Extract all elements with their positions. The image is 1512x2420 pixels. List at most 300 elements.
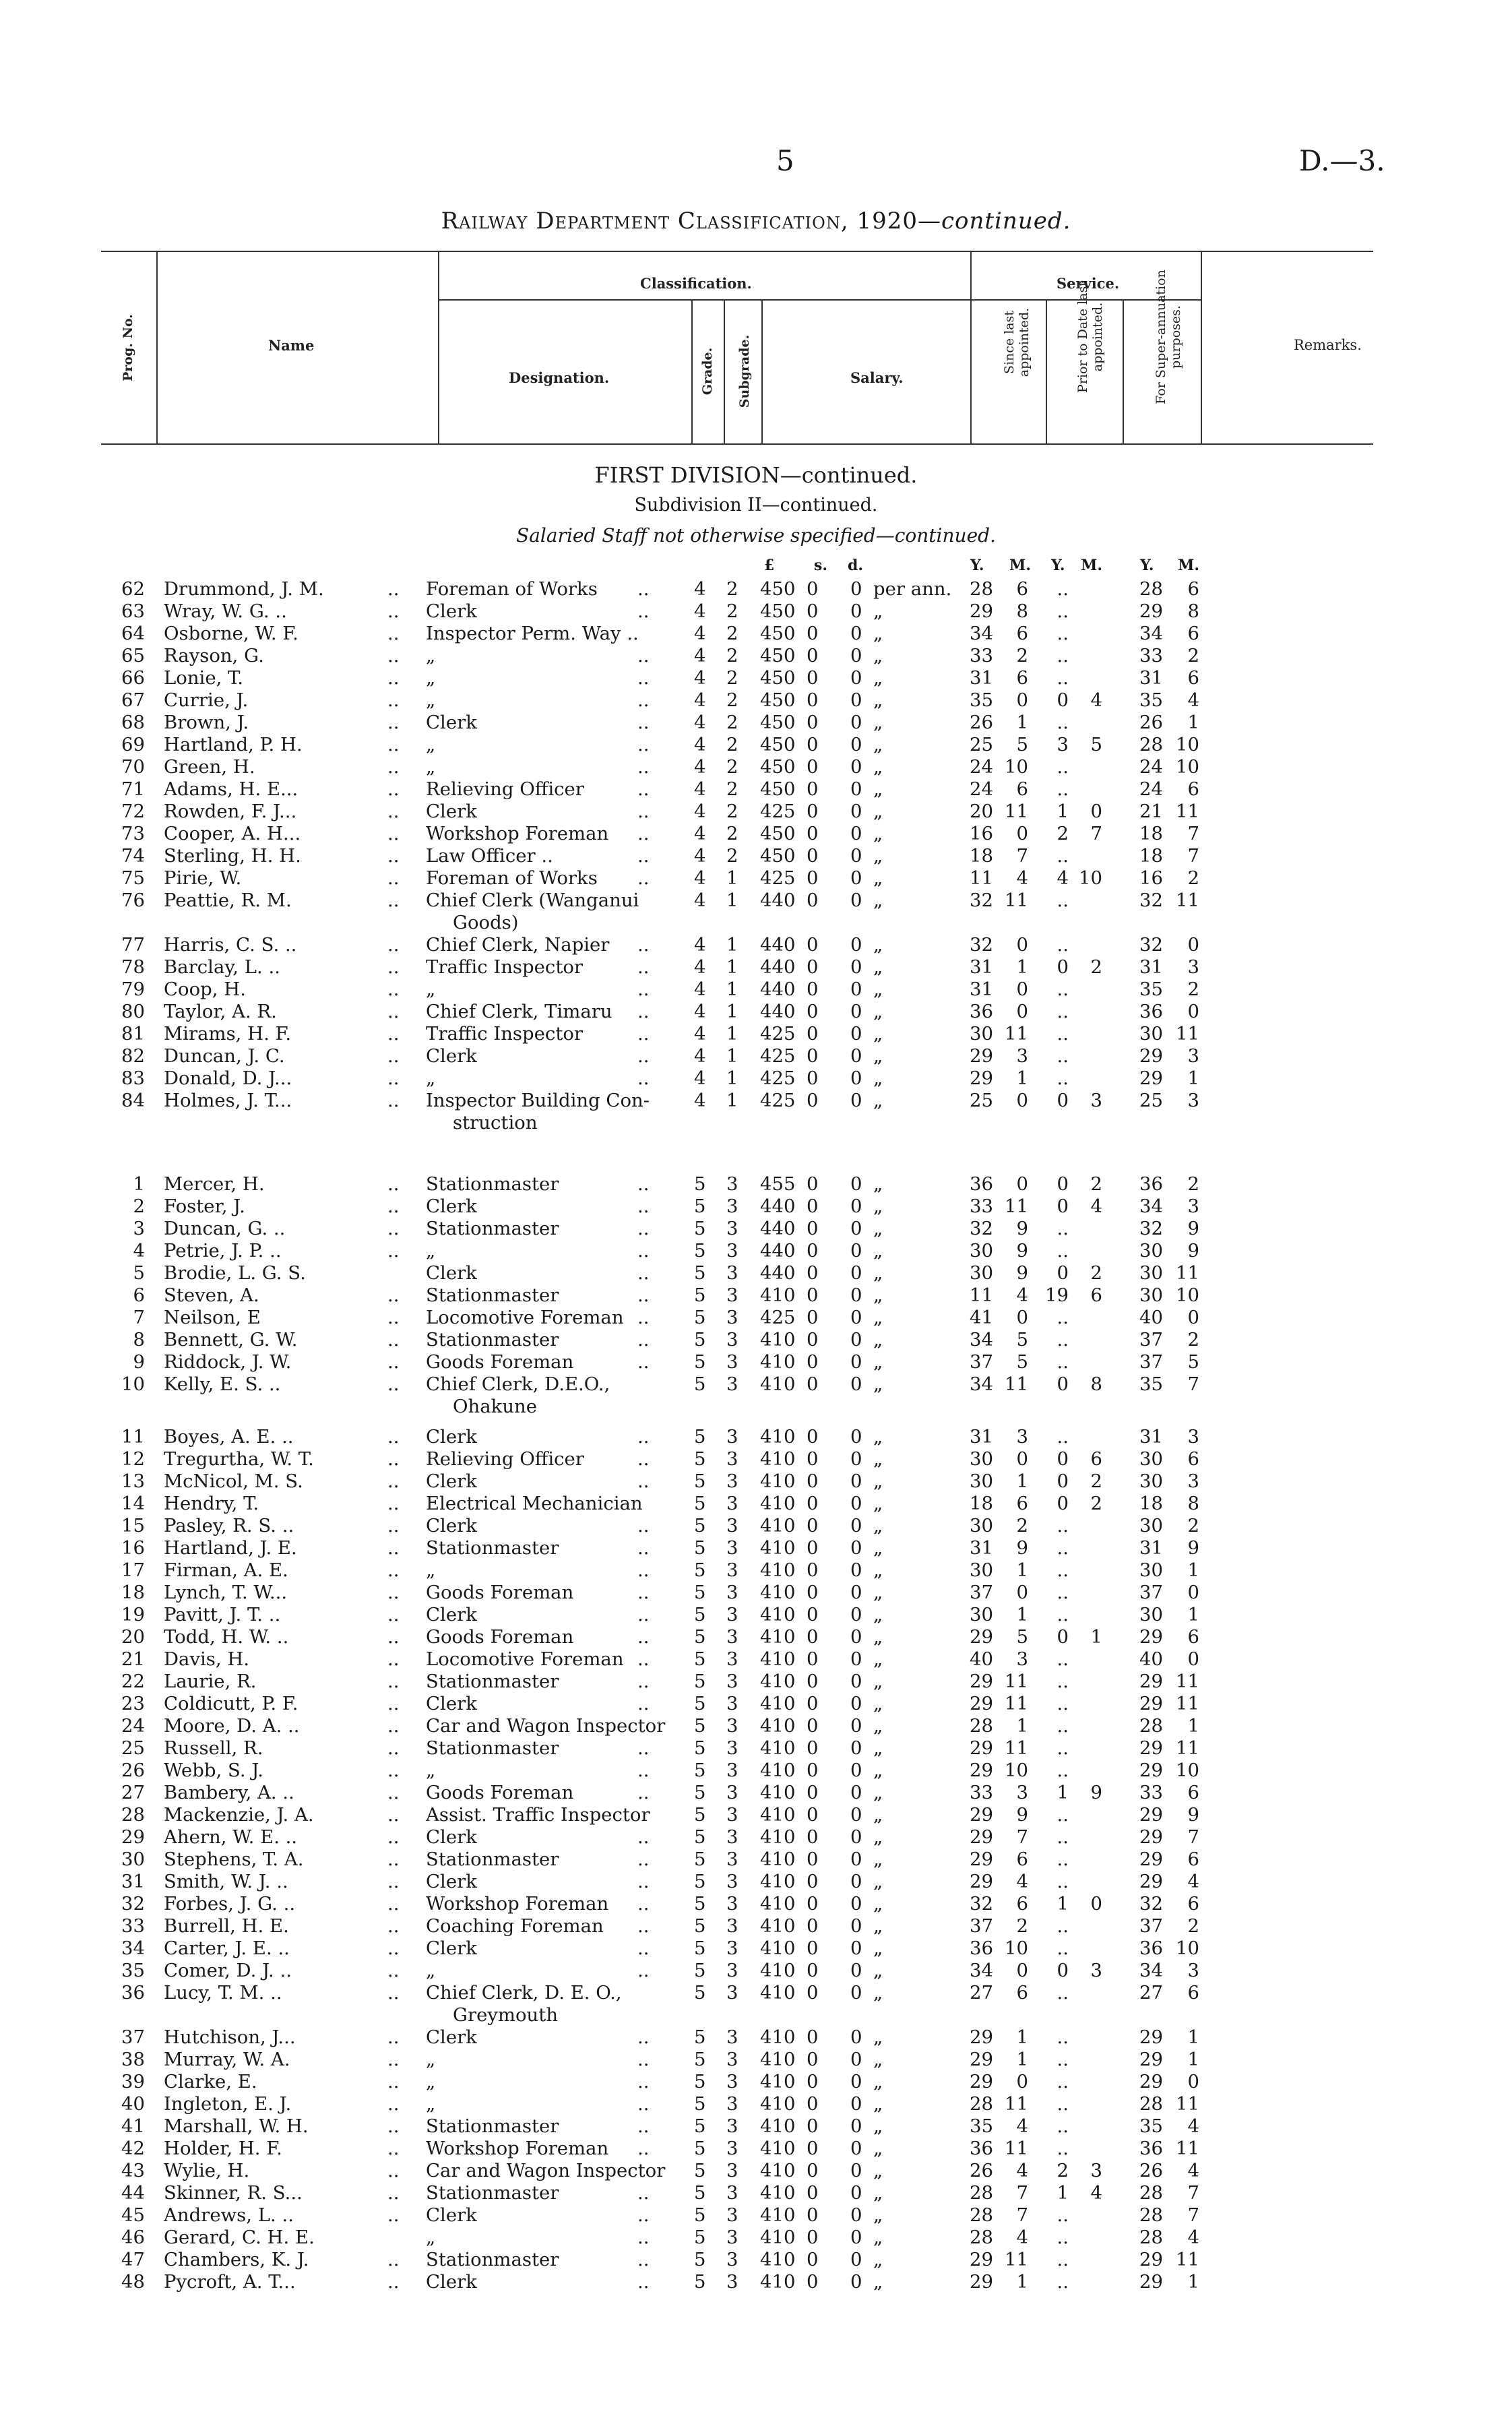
superannuation-months: 10 — [1176, 1937, 1199, 1959]
service-since-months: 3 — [1016, 1648, 1028, 1670]
staff-name: Davis, H. — [164, 1648, 250, 1670]
salary-pence: 0 — [850, 1671, 862, 1692]
table-row — [0, 1648, 1512, 1671]
leader-dots: .. — [387, 1173, 400, 1195]
prog-number: 82 — [121, 1045, 145, 1067]
salary-pounds: 440 — [760, 979, 796, 1000]
salary-period: „ — [873, 1893, 883, 1915]
leader-dots: .. — [387, 1493, 400, 1514]
service-prior-years: .. — [1057, 1760, 1069, 1781]
salary-pence: 0 — [850, 600, 862, 622]
service-prior-months: 4 — [1090, 2182, 1102, 2204]
salary-period: „ — [873, 1001, 883, 1022]
service-since-months: 11 — [1005, 1693, 1028, 1714]
service-prior-years: .. — [1057, 1715, 1069, 1737]
leader-dots: .. — [387, 734, 400, 755]
superannuation-years: 28 — [1139, 578, 1163, 600]
salary-pence: 0 — [850, 934, 862, 956]
grade: 5 — [694, 1604, 706, 1625]
service-since-years: 26 — [970, 712, 993, 733]
salary-pence: 0 — [850, 2204, 862, 2226]
designation-continued: Goods) — [453, 912, 519, 933]
superannuation-years: 37 — [1139, 1329, 1163, 1351]
staff-name: Riddock, J. W. — [164, 1351, 292, 1373]
prog-number: 66 — [121, 667, 145, 689]
salary-pounds: 450 — [760, 645, 796, 666]
salary-shillings: 0 — [807, 2138, 819, 2159]
staff-name: Clarke, E. — [164, 2071, 257, 2092]
grade: 4 — [694, 979, 706, 1000]
superannuation-months: 6 — [1187, 667, 1199, 689]
service-since-months: 6 — [1016, 1982, 1028, 2004]
salary-shillings: 0 — [807, 2093, 819, 2115]
salary-shillings: 0 — [807, 1373, 819, 1395]
service-prior-years: .. — [1057, 1648, 1069, 1670]
superannuation-months: 4 — [1187, 2115, 1199, 2137]
grade: 4 — [694, 689, 706, 711]
subgrade: 1 — [726, 979, 738, 1000]
subgrade: 3 — [726, 2093, 738, 2115]
salary-shillings: 0 — [807, 934, 819, 956]
grade: 5 — [694, 1804, 706, 1826]
service-since-months: 11 — [1005, 2249, 1028, 2270]
service-since-months: 6 — [1016, 778, 1028, 800]
service-prior-years: .. — [1057, 1826, 1069, 1848]
salary-period: „ — [873, 1937, 883, 1959]
designation: Workshop Foreman — [426, 823, 609, 844]
superannuation-months: 3 — [1187, 1196, 1199, 1217]
grade: 5 — [694, 1782, 706, 1803]
staff-name: Rowden, F. J... — [164, 801, 297, 822]
salary-period: „ — [873, 1329, 883, 1351]
salary-pence: 0 — [850, 845, 862, 867]
salary-pence: 0 — [850, 1760, 862, 1781]
designation: Foreman of Works — [426, 578, 598, 600]
staff-name: Coldicutt, P. F. — [164, 1693, 298, 1714]
service-since-months: 7 — [1016, 2204, 1028, 2226]
service-prior-years: .. — [1057, 1307, 1069, 1328]
salary-pence: 0 — [850, 1196, 862, 1217]
leader-dots: .. — [387, 623, 400, 644]
superannuation-years: 26 — [1139, 712, 1163, 733]
salary-pence: 0 — [850, 1915, 862, 1937]
superannuation-years: 33 — [1139, 645, 1163, 666]
service-prior-years: 0 — [1057, 1196, 1069, 1217]
superannuation-years: 16 — [1139, 867, 1163, 889]
service-since-months: 3 — [1016, 1782, 1028, 1803]
salary-pence: 0 — [850, 1001, 862, 1022]
superannuation-months: 6 — [1187, 1626, 1199, 1648]
salary-shillings: 0 — [807, 1515, 819, 1537]
staff-name: Mackenzie, J. A. — [164, 1804, 314, 1826]
staff-name: Duncan, G. .. — [164, 1218, 286, 1239]
salary-period: „ — [873, 2160, 883, 2181]
leader-dots: .. — [387, 1218, 400, 1239]
leader-dots: .. — [387, 1604, 400, 1625]
salary-pence: 0 — [850, 1871, 862, 1892]
salary-pounds: 410 — [760, 1737, 796, 1759]
page-number: 5 — [776, 144, 794, 177]
service-since-years: 30 — [970, 1262, 993, 1284]
service-since-months: 9 — [1016, 1537, 1028, 1559]
table-row — [0, 1196, 1512, 1218]
leader-dots: .. — [387, 1373, 400, 1395]
leader-dots: .. — [637, 801, 650, 822]
subgrade: 3 — [726, 1173, 738, 1195]
service-prior-years: 0 — [1057, 1960, 1069, 1981]
salary-period: „ — [873, 2204, 883, 2226]
superannuation-years: 29 — [1139, 1626, 1163, 1648]
salary-pounds: 410 — [760, 1426, 796, 1448]
service-since-months: 8 — [1016, 600, 1028, 622]
service-prior-months: 2 — [1090, 1470, 1102, 1492]
salary-pence: 0 — [850, 1262, 862, 1284]
superannuation-months: 4 — [1187, 689, 1199, 711]
leader-dots: .. — [387, 1426, 400, 1448]
table-row — [0, 1284, 1512, 1307]
service-prior-months: 1 — [1090, 1626, 1102, 1648]
prog-number: 72 — [121, 801, 145, 822]
salary-pounds: 410 — [760, 1329, 796, 1351]
service-since-years: 30 — [970, 1604, 993, 1625]
service-prior-years: .. — [1057, 1351, 1069, 1373]
salary-pence: 0 — [850, 1826, 862, 1848]
prog-number: 18 — [121, 1582, 145, 1603]
leader-dots: .. — [637, 2093, 650, 2115]
subgrade: 2 — [726, 756, 738, 778]
subgrade: 3 — [726, 1218, 738, 1239]
salary-pounds: 410 — [760, 2071, 796, 2092]
salary-period: „ — [873, 1715, 883, 1737]
leader-dots: .. — [387, 890, 400, 911]
table-row — [0, 778, 1512, 801]
prog-number: 21 — [121, 1648, 145, 1670]
service-since-years: 31 — [970, 979, 993, 1000]
salary-period: „ — [873, 979, 883, 1000]
header-subgrade: Subgrade. — [737, 334, 752, 408]
table-row — [0, 1218, 1512, 1240]
col-rule — [724, 299, 725, 443]
prog-number: 2 — [133, 1196, 145, 1217]
service-since-years: 29 — [970, 1760, 993, 1781]
salary-pounds: 440 — [760, 890, 796, 911]
salary-shillings: 0 — [807, 1001, 819, 1022]
salary-pounds: 450 — [760, 756, 796, 778]
leader-dots: .. — [637, 2271, 650, 2293]
table-row — [0, 1448, 1512, 1470]
service-since-months: 2 — [1016, 645, 1028, 666]
grade: 4 — [694, 778, 706, 800]
subgrade: 3 — [726, 2049, 738, 2070]
header-prog-no: Prog. No. — [121, 314, 135, 381]
grade: 4 — [694, 667, 706, 689]
prog-number: 14 — [121, 1493, 145, 1514]
leader-dots: .. — [637, 1849, 650, 1870]
service-since-months: 2 — [1016, 1515, 1028, 1537]
superannuation-years: 32 — [1139, 1893, 1163, 1915]
leader-dots: .. — [637, 1582, 650, 1603]
grade: 5 — [694, 1307, 706, 1328]
superannuation-years: 30 — [1139, 1604, 1163, 1625]
salary-period: „ — [873, 1493, 883, 1514]
salary-pounds: 410 — [760, 2093, 796, 2115]
service-since-years: 31 — [970, 1537, 993, 1559]
unit-years: Y. — [970, 557, 984, 574]
table-row — [0, 1307, 1512, 1329]
service-since-months: 5 — [1016, 1329, 1028, 1351]
prog-number: 8 — [133, 1329, 145, 1351]
unit-shillings: s. — [814, 557, 828, 574]
superannuation-years: 18 — [1139, 823, 1163, 844]
designation: Clerk — [426, 1470, 477, 1492]
table-row — [0, 1090, 1512, 1134]
salary-pence: 0 — [850, 1067, 862, 1089]
service-since-years: 28 — [970, 578, 993, 600]
service-prior-years: .. — [1057, 1737, 1069, 1759]
designation: Inspector Perm. Way .. — [426, 623, 639, 644]
salary-period: „ — [873, 2182, 883, 2204]
designation: „ — [426, 667, 436, 689]
staff-name: Lonie, T. — [164, 667, 244, 689]
service-since-years: 36 — [970, 1001, 993, 1022]
service-prior-years: .. — [1057, 2249, 1069, 2270]
salary-period: „ — [873, 712, 883, 733]
header-rule-bottom — [101, 443, 1373, 445]
salary-pounds: 410 — [760, 1960, 796, 1981]
service-prior-years: .. — [1057, 934, 1069, 956]
staff-name: Pavitt, J. T. .. — [164, 1604, 281, 1625]
header-service: Service. — [1057, 275, 1120, 292]
leader-dots: .. — [637, 1737, 650, 1759]
leader-dots: .. — [637, 600, 650, 622]
salary-period: „ — [873, 823, 883, 844]
designation: Clerk — [426, 2026, 477, 2048]
leader-dots: .. — [637, 1515, 650, 1537]
grade: 4 — [694, 712, 706, 733]
salary-period: „ — [873, 1448, 883, 1470]
table-row — [0, 2227, 1512, 2249]
leader-dots: .. — [387, 1196, 400, 1217]
col-rule — [761, 299, 763, 443]
table-row — [0, 2071, 1512, 2093]
service-since-years: 18 — [970, 1493, 993, 1514]
salary-period: „ — [873, 1849, 883, 1870]
service-since-months: 1 — [1016, 2049, 1028, 2070]
salary-pounds: 440 — [760, 1262, 796, 1284]
staff-name: Hutchison, J... — [164, 2026, 296, 2048]
staff-name: Lynch, T. W... — [164, 1582, 288, 1603]
leader-dots: .. — [637, 1262, 650, 1284]
service-prior-years: .. — [1057, 2227, 1069, 2248]
salary-pence: 0 — [850, 2160, 862, 2181]
subgrade: 3 — [726, 1937, 738, 1959]
salary-shillings: 0 — [807, 1262, 819, 1284]
staff-name: Skinner, R. S... — [164, 2182, 303, 2204]
prog-number: 83 — [121, 1067, 145, 1089]
table-row — [0, 2249, 1512, 2271]
service-prior-years: .. — [1057, 1515, 1069, 1537]
prog-number: 76 — [121, 890, 145, 911]
service-since-months: 4 — [1016, 1871, 1028, 1892]
salary-period: „ — [873, 1782, 883, 1803]
prog-number: 69 — [121, 734, 145, 755]
salary-pounds: 410 — [760, 1893, 796, 1915]
staff-name: Lucy, T. M. .. — [164, 1982, 282, 2004]
designation: Clerk — [426, 1426, 477, 1448]
unit-months: M. — [1178, 557, 1200, 574]
salary-pounds: 410 — [760, 1626, 796, 1648]
table-row — [0, 1045, 1512, 1067]
superannuation-months: 8 — [1187, 1493, 1199, 1514]
staff-name: Mercer, H. — [164, 1173, 265, 1195]
service-since-years: 31 — [970, 1426, 993, 1448]
service-prior-years: 0 — [1057, 1373, 1069, 1395]
table-row — [0, 1915, 1512, 1937]
grade: 5 — [694, 1626, 706, 1648]
designation: Foreman of Works — [426, 867, 598, 889]
designation: Stationmaster — [426, 1849, 559, 1870]
grade: 5 — [694, 2227, 706, 2248]
service-since-years: 29 — [970, 1626, 993, 1648]
subgrade: 2 — [726, 823, 738, 844]
table-row — [0, 2026, 1512, 2049]
leader-dots: .. — [387, 1582, 400, 1603]
table-row — [0, 1849, 1512, 1871]
staff-name: Pasley, R. S. .. — [164, 1515, 294, 1537]
superannuation-months: 7 — [1187, 2182, 1199, 2204]
salary-pence: 0 — [850, 2115, 862, 2137]
designation: „ — [426, 734, 436, 755]
table-row — [0, 1373, 1512, 1418]
leader-dots: .. — [387, 2115, 400, 2137]
staff-name: Harris, C. S. .. — [164, 934, 297, 956]
leader-dots: .. — [387, 2204, 400, 2226]
salary-pence: 0 — [850, 1470, 862, 1492]
designation: Inspector Building Con- — [426, 1090, 650, 1111]
superannuation-years: 29 — [1139, 2071, 1163, 2092]
superannuation-months: 4 — [1187, 2160, 1199, 2181]
salary-shillings: 0 — [807, 1671, 819, 1692]
table-row — [0, 801, 1512, 823]
staff-name: Cooper, A. H... — [164, 823, 301, 844]
leader-dots: .. — [637, 1470, 650, 1492]
service-since-years: 31 — [970, 667, 993, 689]
leader-dots: .. — [387, 1871, 400, 1892]
leader-dots: .. — [387, 1307, 400, 1328]
designation: Traffic Inspector — [426, 956, 584, 978]
salary-period: „ — [873, 2026, 883, 2048]
designation: „ — [426, 1240, 436, 1262]
service-since-years: 29 — [970, 1871, 993, 1892]
service-since-years: 29 — [970, 2249, 993, 2270]
service-prior-years: .. — [1057, 1937, 1069, 1959]
staff-name: Barclay, L. .. — [164, 956, 280, 978]
service-since-months: 0 — [1016, 979, 1028, 1000]
service-since-years: 34 — [970, 1960, 993, 1981]
designation: Workshop Foreman — [426, 1893, 609, 1915]
superannuation-years: 35 — [1139, 2115, 1163, 2137]
superannuation-years: 29 — [1139, 1760, 1163, 1781]
service-since-years: 29 — [970, 1067, 993, 1089]
superannuation-years: 26 — [1139, 2160, 1163, 2181]
staff-heading: Salaried Staff not otherwise specified—continued. — [516, 524, 996, 547]
superannuation-years: 29 — [1139, 2026, 1163, 2048]
designation-continued: Greymouth — [453, 2004, 559, 2026]
staff-name: Bennett, G. W. — [164, 1329, 298, 1351]
grade: 4 — [694, 734, 706, 755]
table-row — [0, 2182, 1512, 2204]
designation: Goods Foreman — [426, 1626, 574, 1648]
superannuation-months: 9 — [1187, 1537, 1199, 1559]
subgrade: 1 — [726, 956, 738, 978]
designation: „ — [426, 645, 436, 666]
header-rule-top — [101, 251, 1373, 252]
leader-dots: .. — [387, 1737, 400, 1759]
salary-period: „ — [873, 1426, 883, 1448]
superannuation-years: 31 — [1139, 1426, 1163, 1448]
col-rule — [156, 251, 158, 443]
salary-pounds: 440 — [760, 956, 796, 978]
designation: Chief Clerk, Napier — [426, 934, 610, 956]
header-salary: Salary. — [850, 369, 904, 386]
subgrade: 2 — [726, 778, 738, 800]
superannuation-years: 28 — [1139, 2093, 1163, 2115]
leader-dots: .. — [637, 867, 650, 889]
service-since-years: 25 — [970, 734, 993, 755]
table-row — [0, 1559, 1512, 1582]
superannuation-months: 2 — [1187, 867, 1199, 889]
service-prior-years: .. — [1057, 1218, 1069, 1239]
staff-name: Green, H. — [164, 756, 255, 778]
salary-period: „ — [873, 645, 883, 666]
salary-pence: 0 — [850, 1284, 862, 1306]
leader-dots: .. — [387, 756, 400, 778]
table-row — [0, 1982, 1512, 2026]
staff-name: Duncan, J. C. — [164, 1045, 285, 1067]
service-prior-years: 1 — [1057, 2182, 1069, 2204]
staff-name: Adams, H. E... — [164, 778, 298, 800]
grade: 5 — [694, 2026, 706, 2048]
subgrade: 3 — [726, 2227, 738, 2248]
service-prior-months: 6 — [1090, 1284, 1102, 1306]
salary-shillings: 0 — [807, 1737, 819, 1759]
salary-period: „ — [873, 2227, 883, 2248]
designation: Stationmaster — [426, 1173, 559, 1195]
service-prior-months: 2 — [1090, 1262, 1102, 1284]
grade: 5 — [694, 2049, 706, 2070]
superannuation-years: 30 — [1139, 1470, 1163, 1492]
grade: 5 — [694, 2271, 706, 2293]
prog-number: 17 — [121, 1559, 145, 1581]
superannuation-years: 35 — [1139, 689, 1163, 711]
staff-name: Todd, H. W. .. — [164, 1626, 289, 1648]
service-since-years: 29 — [970, 1671, 993, 1692]
staff-name: Marshall, W. H. — [164, 2115, 309, 2137]
grade: 4 — [694, 956, 706, 978]
salary-pence: 0 — [850, 1045, 862, 1067]
superannuation-months: 0 — [1187, 1307, 1199, 1328]
staff-name: Andrews, L. .. — [164, 2204, 294, 2226]
subgrade: 3 — [726, 1671, 738, 1692]
superannuation-years: 28 — [1139, 1715, 1163, 1737]
leader-dots: .. — [637, 823, 650, 844]
service-since-years: 28 — [970, 2204, 993, 2226]
superannuation-years: 36 — [1139, 1001, 1163, 1022]
superannuation-months: 10 — [1176, 756, 1199, 778]
staff-name: Comer, D. J. .. — [164, 1960, 292, 1981]
service-since-months: 6 — [1016, 667, 1028, 689]
service-since-months: 0 — [1016, 1582, 1028, 1603]
